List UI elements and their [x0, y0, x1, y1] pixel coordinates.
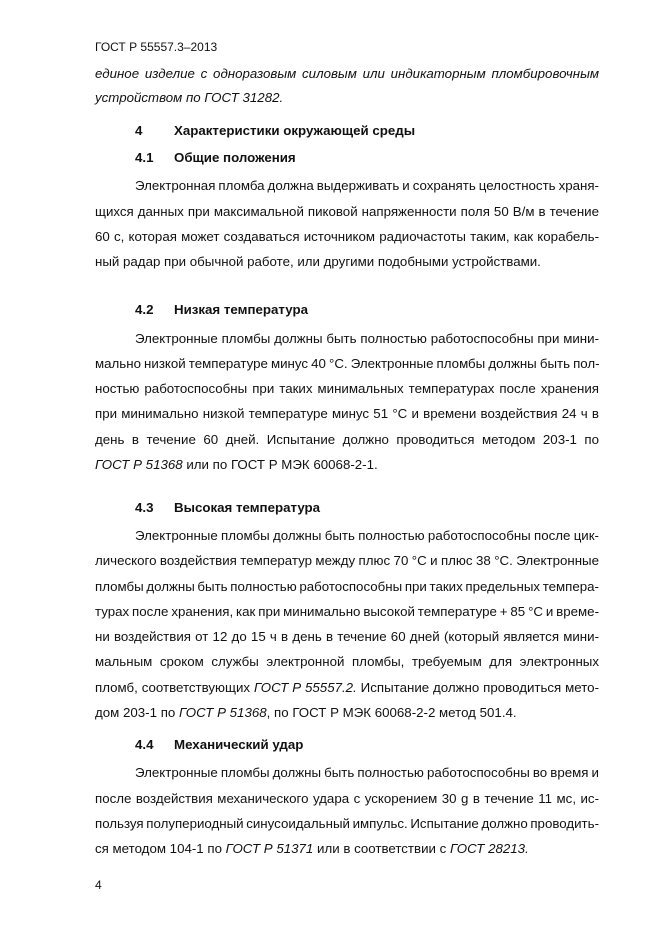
document-header: ГОСТ Р 55557.3–2013 [95, 40, 218, 54]
paragraph-line [95, 579, 599, 595]
paragraph-line [95, 791, 599, 807]
paragraph-line [95, 680, 599, 696]
paragraph-line [95, 66, 599, 82]
text-run: при минимально низкой температуре минус 51 °С и времени воздействия 24 ч в [95, 406, 599, 421]
text-run: дом 203-1 по [95, 705, 179, 720]
paragraph-line [95, 204, 599, 220]
text-run: Испытание должно проводиться мето- [356, 680, 599, 695]
standard-reference: ГОСТ Р 51368 [95, 457, 183, 472]
text-run: Электронные пломбы должны быть полностью работоспособны во время и [135, 765, 599, 780]
text-run: турах после хранения, как при минимально высокой температуре + 85 °С и време- [95, 604, 599, 619]
text-run: день в течение 60 дней. Испытание должно проводиться методом 203-1 по [95, 432, 599, 447]
paragraph-line [95, 254, 541, 270]
section-number: 4.4 [135, 737, 154, 752]
text-run: пломбы должны быть полностью работоспособны при таких предельных темпера- [95, 579, 599, 594]
standard-reference: ГОСТ Р 55557.2. [253, 680, 357, 695]
paragraph-line [95, 406, 599, 422]
paragraph-line [95, 629, 599, 645]
paragraph-line [95, 816, 599, 832]
text-run: после воздействия механического удара с ускорением 30 g в течение 11 мс, ис- [95, 791, 599, 806]
text-run: мально низкой температуре минус 40 °С. Электронные пломбы должны быть пол- [95, 356, 600, 371]
page-number: 4 [95, 878, 102, 892]
paragraph-line [95, 90, 283, 106]
text-run: или по ГОСТ Р МЭК 60068-2-1. [182, 457, 378, 472]
paragraph-line [95, 553, 599, 569]
text-run: лического воздействия температур между плюс 70 °С и плюс 38 °С. Электронные [95, 553, 599, 568]
text-run: ни воздействия от 12 до 15 ч в день в течение 60 дней (который является мини- [95, 629, 599, 644]
paragraph-line [95, 604, 599, 620]
paragraph-line [95, 841, 529, 857]
section-number: 4 [135, 123, 143, 138]
standard-reference: ГОСТ Р 51368 [178, 705, 267, 720]
standard-reference: ГОСТ 28213. [449, 841, 529, 856]
text-run: или в соответствии с [313, 841, 450, 856]
paragraph-line [135, 528, 599, 544]
text-run: щихся данных при максимальной пиковой напряженности поля 50 В/м в течение [95, 204, 599, 219]
text-run: мальным сроком службы электронной пломбы, требуемым для электронных [95, 654, 599, 669]
standard-reference: единое изделие с одноразовым силовым или индикаторным пломбировочным [95, 66, 599, 81]
text-run: ный радар при обычной работе, или другими подобными устройствами. [95, 254, 541, 269]
paragraph-line [135, 331, 599, 347]
paragraph-line [95, 381, 599, 397]
text-run: 60 с, которая может создаваться источником радиочастоты таким, как корабель- [95, 229, 599, 244]
paragraph-line [95, 457, 378, 473]
paragraph-line [135, 178, 599, 194]
section-number: 4.1 [135, 150, 154, 165]
paragraph-line [95, 654, 599, 670]
section-heading: Общие положения [174, 150, 296, 165]
text-run: ся методом 104-1 по [95, 841, 226, 856]
text-run: Электронная пломба должна выдерживать и сохранять целостность храня- [135, 178, 599, 193]
section-heading: Высокая температура [174, 500, 321, 515]
section-heading: Характеристики окружающей среды [174, 123, 416, 138]
text-run: ностью работоспособны при таких минимальных температурах после хранения [95, 381, 599, 396]
text-run: Электронные пломбы должны быть полностью работоспособны после цик- [135, 528, 599, 543]
paragraph-line [95, 432, 599, 448]
standard-reference: устройством по ГОСТ 31282. [95, 90, 284, 105]
paragraph-line [95, 356, 600, 372]
text-run: пользуя полупериодный синусоидальный импульс. Испытание должно проводить- [95, 816, 599, 831]
text-run: Электронные пломбы должны быть полностью работоспособны при мини- [135, 331, 599, 346]
paragraph-line [95, 229, 599, 245]
standard-reference: ГОСТ Р 51371 [225, 841, 314, 856]
section-heading: Низкая температура [174, 302, 308, 317]
paragraph-line [135, 765, 599, 781]
text-run: пломб, соответствующих [95, 680, 254, 695]
section-heading: Механический удар [174, 737, 304, 752]
section-number: 4.2 [135, 302, 154, 317]
paragraph-line [95, 705, 517, 721]
section-number: 4.3 [135, 500, 154, 515]
text-run: , по ГОСТ Р МЭК 60068-2-2 метод 501.4. [266, 705, 517, 720]
